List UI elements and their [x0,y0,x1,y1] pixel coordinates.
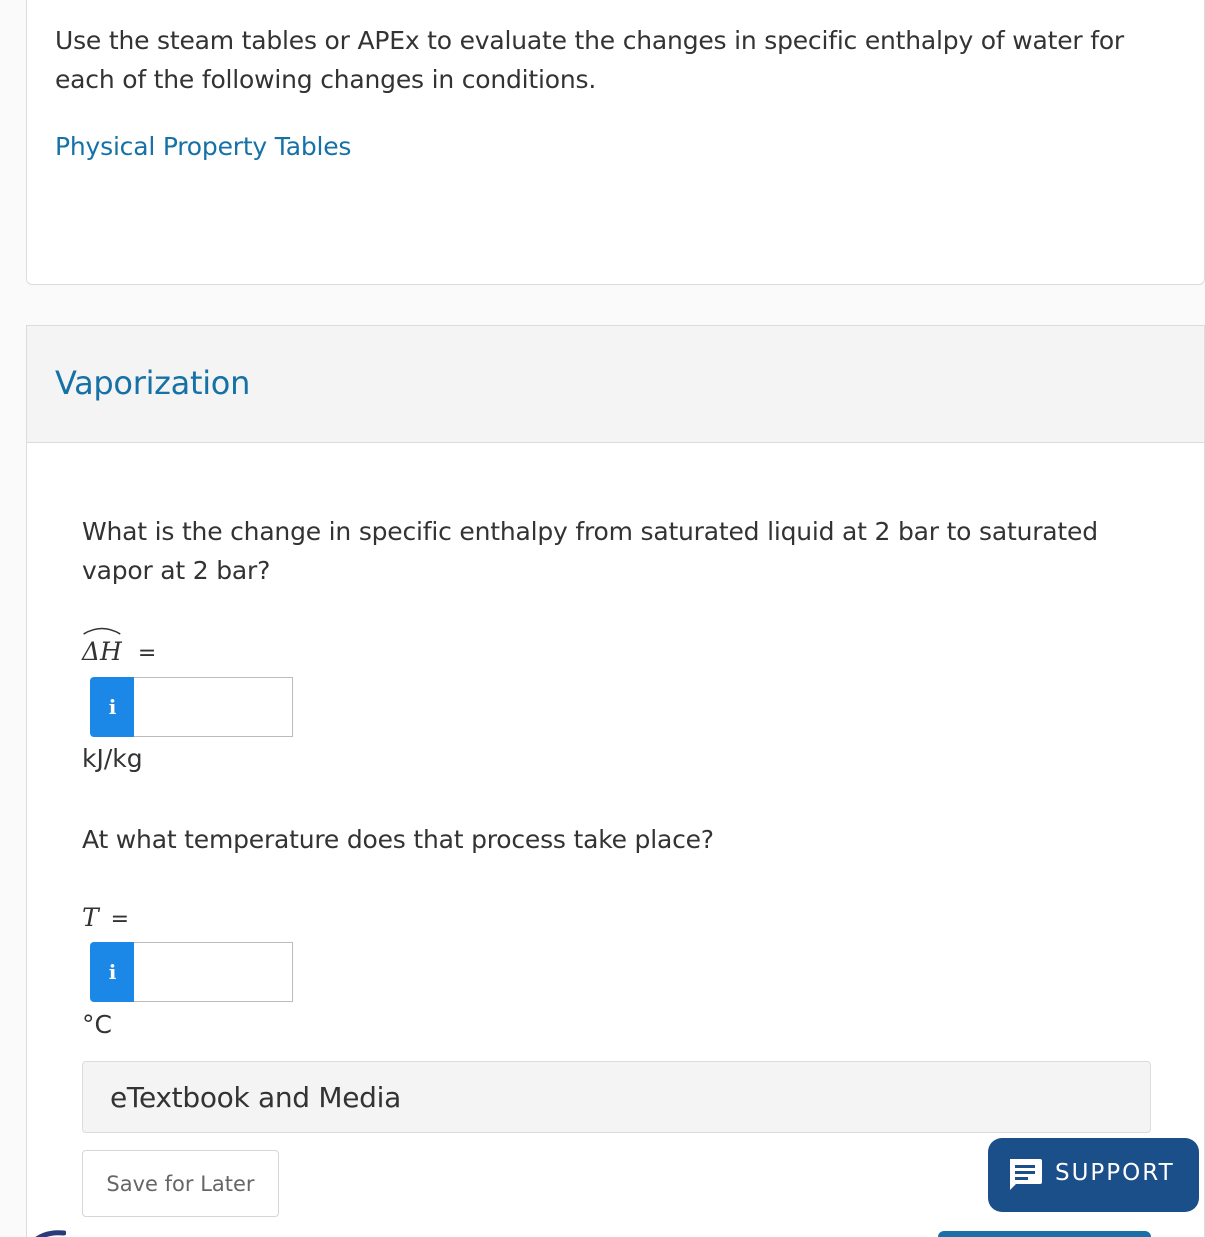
info-icon[interactable]: i [90,942,135,1002]
temperature-unit: °C [82,1010,112,1039]
enthalpy-variable-label [82,637,156,666]
physical-property-tables-link[interactable]: Physical Property Tables [55,132,352,161]
support-label: SUPPORT [1055,1160,1175,1186]
submit-button-edge[interactable] [938,1231,1151,1237]
delta-h-hat-symbol [82,637,122,666]
question-enthalpy-text: What is the change in specific enthalpy from saturated liquid at 2 bar to saturated vapor at 2 bar? [82,517,1098,585]
enthalpy-answer-input[interactable] [134,677,293,737]
enthalpy-answer-row [90,677,293,737]
intro-card [26,0,1205,285]
question-part-card [26,325,1205,1237]
equals-sign: = [137,641,157,666]
temperature-answer-row [90,942,293,1002]
support-button[interactable] [988,1138,1199,1212]
part-header [27,326,1204,443]
part-title: Vaporization [55,364,251,402]
intro-instructions: Use the steam tables or APEx to evaluate the changes in specific enthalpy of water for each of the following changes in conditions. [55,26,1124,94]
partial-logo-icon [30,1229,66,1237]
hat-accent-icon [82,623,122,635]
etextbook-media-label: eTextbook and Media [110,1081,401,1114]
equals-sign: = [110,907,130,932]
info-icon[interactable]: i [90,677,135,737]
save-for-later-button[interactable]: Save for Later [82,1150,279,1217]
delta-h-symbol: ΔH [82,637,122,666]
question-temperature-text: At what temperature does that process take place? [82,825,714,854]
chat-message-icon [1006,1156,1044,1194]
enthalpy-unit: kJ/kg [82,744,143,773]
temperature-answer-input[interactable] [134,942,293,1002]
etextbook-media-toggle[interactable] [82,1061,1151,1133]
temperature-symbol: T [82,903,99,932]
temperature-variable-label [82,903,129,932]
